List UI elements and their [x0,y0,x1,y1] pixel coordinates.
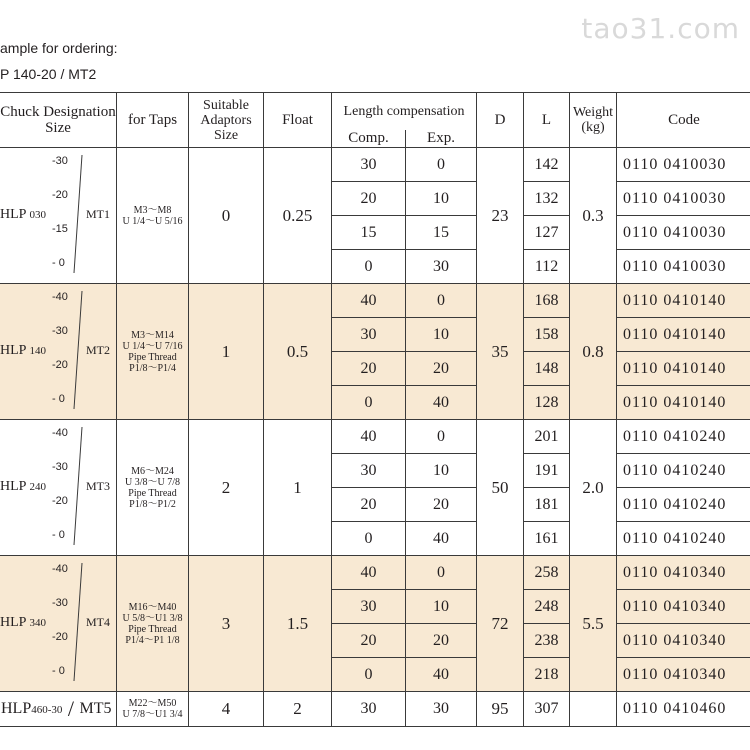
exp-value: 0 [406,148,477,182]
header-comp: Comp. [332,130,406,148]
l-value: 191 [524,454,570,488]
exp-value: 20 [406,352,477,386]
comp-value: 0 [332,658,406,692]
exp-value: 10 [406,182,477,216]
exp-value: 0 [406,420,477,454]
comp-value: 30 [332,318,406,352]
exp-value: 30 [406,692,477,727]
d-value: 95 [477,692,524,727]
l-value: 307 [524,692,570,727]
example-heading: ample for ordering: [0,40,118,56]
comp-value: 40 [332,556,406,590]
header-length: Length compensation [332,93,477,130]
scale-label: -30 [52,154,68,167]
taps-line: M3～M14 [131,329,174,341]
exp-value: 40 [406,386,477,420]
morse-taper: MT2 [86,342,110,357]
exp-value: 10 [406,590,477,624]
scale-label: -20 [52,630,68,643]
float-value: 0.5 [264,284,332,420]
comp-value: 30 [332,148,406,182]
float-value: 2 [264,692,332,727]
model-size: 240 [29,480,46,493]
table-row [0,556,750,590]
weight-value: 5.5 [570,556,617,692]
d-value: 72 [477,556,524,692]
l-value: 112 [524,250,570,284]
l-value: 238 [524,624,570,658]
scale-line-icon [70,561,86,685]
code-value: 0110 0410030 [617,216,750,250]
taps-cell [117,148,189,284]
adaptor-size: 0 [189,148,264,284]
header-float: Float [264,93,332,148]
comp-value: 0 [332,250,406,284]
comp-value: 20 [332,182,406,216]
code-value: 0110 0410140 [617,386,750,420]
model-name: HLP [0,206,26,222]
comp-value: 40 [332,420,406,454]
morse-taper: MT4 [86,614,110,629]
taps-cell [117,284,189,420]
weight-value: 0.3 [570,148,617,284]
scale-label: -20 [52,188,68,201]
l-value: 218 [524,658,570,692]
weight-value [570,692,617,727]
chuck-cell [0,692,117,727]
chuck-model [0,479,46,495]
chuck-cell [0,284,117,420]
exp-value: 20 [406,488,477,522]
header-taps: for Taps [117,93,189,148]
taps-line: U 5/8～U1 3/8 [122,612,183,624]
model-name: HLP [1,700,32,717]
l-value: 127 [524,216,570,250]
model-size: 030 [29,208,46,221]
taps-line: U 7/8～U1 3/4 [122,709,183,720]
code-value: 0110 0410340 [617,590,750,624]
comp-value: 40 [332,284,406,318]
float-value: 1 [264,420,332,556]
code-value: 0110 0410140 [617,352,750,386]
adaptor-size: 4 [189,692,264,727]
exp-value: 15 [406,216,477,250]
l-value: 201 [524,420,570,454]
adaptor-size: 2 [189,420,264,556]
chuck-cell [0,556,117,692]
comp-value: 15 [332,216,406,250]
morse-taper: MT5 [79,700,112,717]
model-size: 340 [29,616,46,629]
model-size: 460-30 [31,704,63,716]
comp-value: 30 [332,590,406,624]
model-name: HLP [0,342,26,358]
scale-label: - 0 [52,256,65,269]
header-weight: Weight (kg) [570,93,617,148]
model-size: 140 [29,344,46,357]
watermark-text: tao31.com [581,12,740,45]
code-value: 0110 0410140 [617,284,750,318]
exp-value: 0 [406,284,477,318]
chuck-cell [0,148,117,284]
exp-value: 0 [406,556,477,590]
exp-value: 40 [406,658,477,692]
morse-taper: MT3 [86,478,110,493]
table-row [0,692,750,727]
morse-taper: MT1 [86,206,110,221]
code-value: 0110 0410030 [617,182,750,216]
chuck-model [0,615,46,631]
comp-value: 20 [332,488,406,522]
comp-value: 30 [332,692,406,727]
code-value: 0110 0410340 [617,658,750,692]
weight-value: 2.0 [570,420,617,556]
taps-cell [117,692,189,727]
taps-line: U 1/4～U 5/16 [122,215,183,227]
chuck-cell [0,420,117,556]
comp-value: 30 [332,454,406,488]
code-value: 0110 0410340 [617,556,750,590]
l-value: 248 [524,590,570,624]
l-value: 158 [524,318,570,352]
l-value: 128 [524,386,570,420]
scale-label: -20 [52,358,68,371]
chuck-model [0,343,46,359]
scale-label: -40 [52,426,68,439]
taps-line: M22～M50 [128,698,177,709]
taps-line: M3～M8 [133,204,172,216]
table-row [0,420,750,454]
model-name: HLP [0,614,26,630]
taps-line: Pipe Thread [128,487,177,499]
comp-value: 0 [332,386,406,420]
d-value: 50 [477,420,524,556]
scale-line-icon [70,425,86,549]
scale-label: -20 [52,494,68,507]
adaptor-size: 1 [189,284,264,420]
product-table [0,92,750,727]
exp-value: 10 [406,318,477,352]
taps-line: P1/8～P1/4 [129,362,176,374]
scale-label: -40 [52,290,68,303]
comp-value: 20 [332,624,406,658]
float-value: 1.5 [264,556,332,692]
code-value: 0110 0410460 [617,692,750,727]
scale-label: -15 [52,222,68,235]
scale-label: - 0 [52,528,65,541]
taps-line: U 1/4～U 7/16 [122,340,183,352]
header-exp: Exp. [406,130,477,148]
header-code: Code [617,93,750,148]
header-l: L [524,93,570,148]
l-value: 168 [524,284,570,318]
comp-value: 0 [332,522,406,556]
scale-label: -30 [52,596,68,609]
chuck-model [0,207,46,223]
code-value: 0110 0410140 [617,318,750,352]
header-chuck: Chuck Designation Size [0,93,117,148]
table-row [0,148,750,182]
taps-line: Pipe Thread [128,623,177,635]
taps-line: M16～M40 [128,601,177,613]
taps-cell [117,556,189,692]
example-code: P 140-20 / MT2 [0,66,97,82]
taps-line: P1/4～P1 1/8 [125,634,180,646]
code-value: 0110 0410340 [617,624,750,658]
d-value: 35 [477,284,524,420]
code-value: 0110 0410240 [617,454,750,488]
scale-label: -40 [52,562,68,575]
l-value: 148 [524,352,570,386]
float-value: 0.25 [264,148,332,284]
scale-line-icon [70,153,86,277]
slash-divider: / [62,696,80,721]
weight-value: 0.8 [570,284,617,420]
scale-label: - 0 [52,664,65,677]
taps-line: Pipe Thread [128,351,177,363]
scale-label: -30 [52,460,68,473]
comp-value: 20 [332,352,406,386]
code-value: 0110 0410240 [617,488,750,522]
taps-line: P1/8～P1/2 [129,498,176,510]
l-value: 258 [524,556,570,590]
model-name: HLP [0,478,26,494]
d-value: 23 [477,148,524,284]
header-adaptors: Suitable Adaptors Size [189,93,264,148]
code-value: 0110 0410030 [617,148,750,182]
scale-label: - 0 [52,392,65,405]
l-value: 132 [524,182,570,216]
l-value: 181 [524,488,570,522]
exp-value: 30 [406,250,477,284]
exp-value: 40 [406,522,477,556]
exp-value: 20 [406,624,477,658]
taps-cell [117,420,189,556]
scale-line-icon [70,289,86,413]
code-value: 0110 0410030 [617,250,750,284]
taps-line: U 3/8～U 7/8 [125,476,180,488]
l-value: 142 [524,148,570,182]
taps-line: M6～M24 [131,465,174,477]
l-value: 161 [524,522,570,556]
code-value: 0110 0410240 [617,522,750,556]
table-row [0,284,750,318]
scale-label: -30 [52,324,68,337]
exp-value: 10 [406,454,477,488]
code-value: 0110 0410240 [617,420,750,454]
header-d: D [477,93,524,148]
adaptor-size: 3 [189,556,264,692]
